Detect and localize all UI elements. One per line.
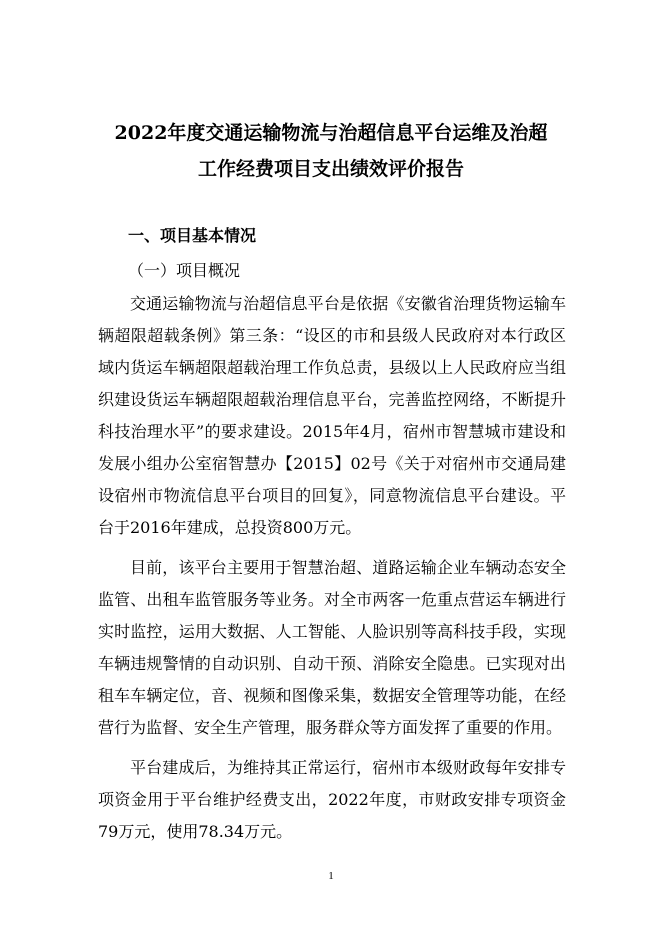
paragraph-funding: 平台建成后，为维持其正常运行，宿州市本级财政每年安排专项资金用于平台维护经费支出，2022年度，市财政安排专项资金79万元，使用78.34万元。 (98, 758, 566, 841)
page-number: 1 (328, 870, 334, 882)
paragraph-platform-usage: 目前，该平台主要用于智慧治超、道路运输企业车辆动态安全监管、出租车监管服务等业务。对全市两客一危重点营运车辆进行实时监控，运用大数据、人工智能、人脸识别等高科技手段，实现车辆违规警情的自动识别、自动干预、消除安全隐患。已实现对出租车车辆定位，音、视频和图像采集，数据安全管理等功能，在经营行为监督、安全生产管理，服务群众等方面发挥了重要的作用。 (98, 558, 566, 737)
section-heading-basic-info: 一、项目基本情况 (128, 226, 257, 245)
paragraph-platform-background: 交通运输物流与治超信息平台是依据《安徽省治理货物运输车辆超限超载条例》第三条：“设区的市和县级人民政府对本行政区域内货运车辆超限超载治理工作负总责，县级以上人民政府应当组织建设货运车辆超限超载治理信息平台，完善监控网络，不断提升科技治理水平”的要求建设。2015年4月，宿州市智慧城市建设和发展小组办公室宿智慧办【2015】02号《关于对宿州市交通局建设宿州市物流信息平台项目的回复》，同意物流信息平台建设。平台于2016年建成，总投资800万元。 (98, 294, 566, 537)
subsection-heading-overview: （一）项目概况 (128, 261, 241, 280)
report-title-line-1: 2022年度交通运输物流与治超信息平台运维及治超 (114, 122, 548, 144)
report-title-line-2: 工作经费项目支出绩效评价报告 (197, 158, 464, 180)
